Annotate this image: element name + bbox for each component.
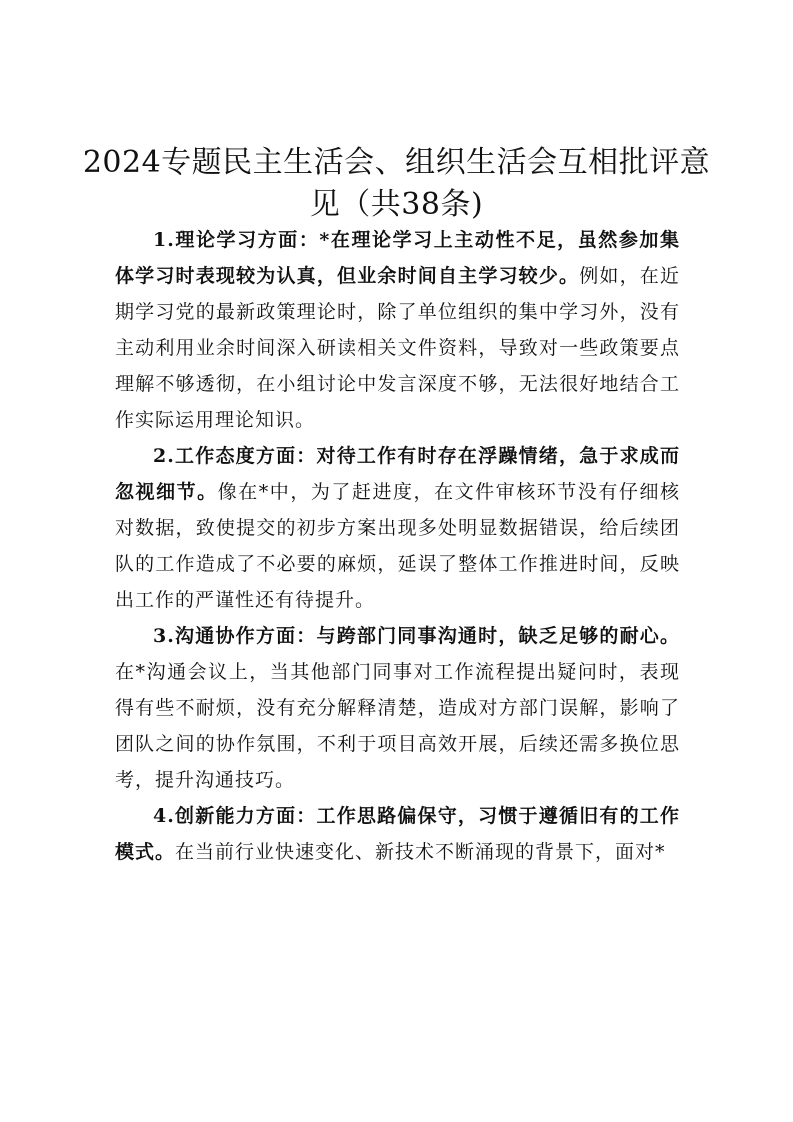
paragraph-text: 例如，在近期学习党的最新政策理论时，除了单位组织的集中学习外，没有主动利用业余时间深入研读相关文件资料，导致对一些政策要点理解不够透彻，在小组讨论中发言深度不够，无法很好地结合工作实际运用理论知识。 [115,265,680,431]
paragraph-lead: 3.沟通协作方面：与跨部门同事沟通时，缺乏足够的耐心。 [153,625,680,647]
document-title: 2024专题民主生活会、组织生活会互相批评意见（共38条) [82,145,711,222]
paragraph-theory-study [115,222,680,438]
paragraph-text: 在*沟通会议上，当其他部门同事对工作流程提出疑问时，表现得有些不耐烦，没有充分解释清楚，造成对方部门误解，影响了团队之间的协作氛围，不利于项目高效开展，后续还需多换位思考，提升沟通技巧。 [115,661,680,791]
paragraph-lead: 2.工作态度方面：对待工作有时存在浮躁情绪，急于求成而忽视细节。 [115,445,680,503]
paragraph-innovation [115,798,680,870]
paragraph-lead: 1.理论学习方面：*在理论学习上主动性不足，虽然参加集体学习时表现较为认真，但业余时间自主学习较少。 [115,229,680,287]
paragraph-communication [115,618,680,798]
paragraph-work-attitude [115,438,680,618]
paragraph-lead: 4.创新能力方面：工作思路偏保守，习惯于遵循旧有的工作模式。 [115,805,680,863]
document-body [115,222,680,870]
paragraph-text: 像在*中，为了赶进度，在文件审核环节没有仔细核对数据，致使提交的初步方案出现多处明显数据错误，给后续团队的工作造成了不必要的麻烦，延误了整体工作推进时间，反映出工作的严谨性还有待提升。 [115,481,680,611]
paragraph-text: 在当前行业快速变化、新技术不断涌现的背景下，面对* [175,841,666,863]
